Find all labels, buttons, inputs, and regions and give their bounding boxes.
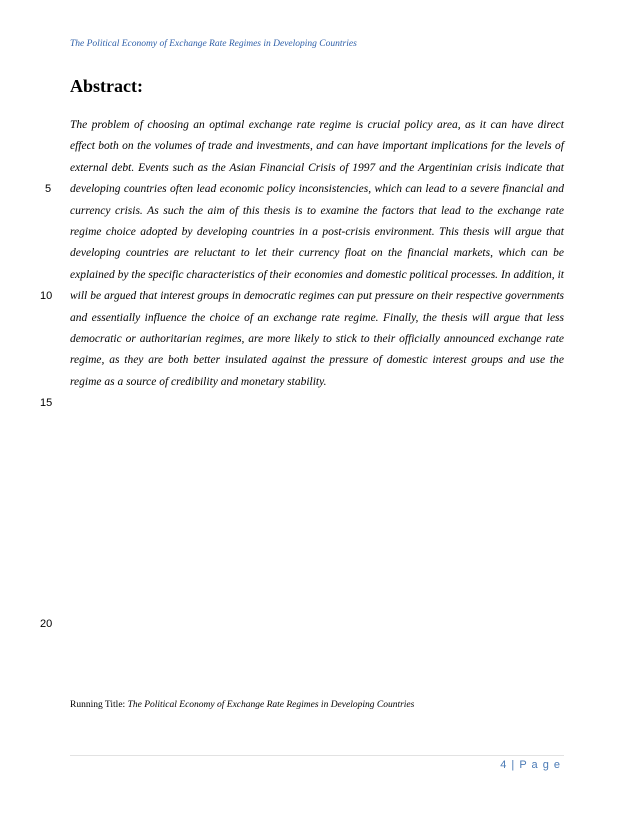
running-title-value: The Political Economy of Exchange Rate Regimes in Developing Countries bbox=[127, 700, 415, 710]
running-title bbox=[70, 700, 414, 710]
page-header: The Political Economy of Exchange Rate Regimes in Developing Countries bbox=[70, 39, 357, 49]
line-number-15: 15 bbox=[40, 397, 53, 409]
running-title-label: Running Title: bbox=[70, 700, 126, 710]
line-number-10: 10 bbox=[40, 290, 53, 302]
line-number-20: 20 bbox=[40, 618, 53, 630]
line-number-5: 5 bbox=[45, 183, 52, 195]
footer-divider bbox=[70, 755, 564, 756]
abstract-body: The problem of choosing an optimal exchange rate regime is crucial policy area, as it can have direct effect both on the volumes of trade and investments, and can have important implications for the levels of external debt. Events such as the Asian Financial Crisis of 1997 and the Argentinian crisis indicate that developing countries often lead economic policy inconsistencies, which can lead to a severe financial and currency crisis. As such the aim of this thesis is to examine the factors that lead to the exchange rate regime choice adopted by developing countries in a post-crisis environment. This thesis will argue that developing countries are reluctant to let their currency float on the financial markets, which can be explained by the specific characteristics of their economies and domestic political processes. In addition, it will be argued that interest groups in democratic regimes can put pressure on their respective governments and essentially influence the choice of an exchange rate regime. Finally, the thesis will argue that less democratic or authoritarian regimes, are more likely to stick to their officially announced exchange rate regime, as they are both better insulated against the pressure of domestic interest groups and use the regime as a source of credibility and monetary stability. bbox=[70, 119, 564, 388]
page-number-value: 4 bbox=[500, 759, 508, 771]
abstract-heading: Abstract: bbox=[70, 76, 143, 96]
page-label: P a g e bbox=[519, 759, 561, 771]
page-number-separator: | bbox=[511, 759, 516, 771]
page-number bbox=[500, 759, 561, 771]
